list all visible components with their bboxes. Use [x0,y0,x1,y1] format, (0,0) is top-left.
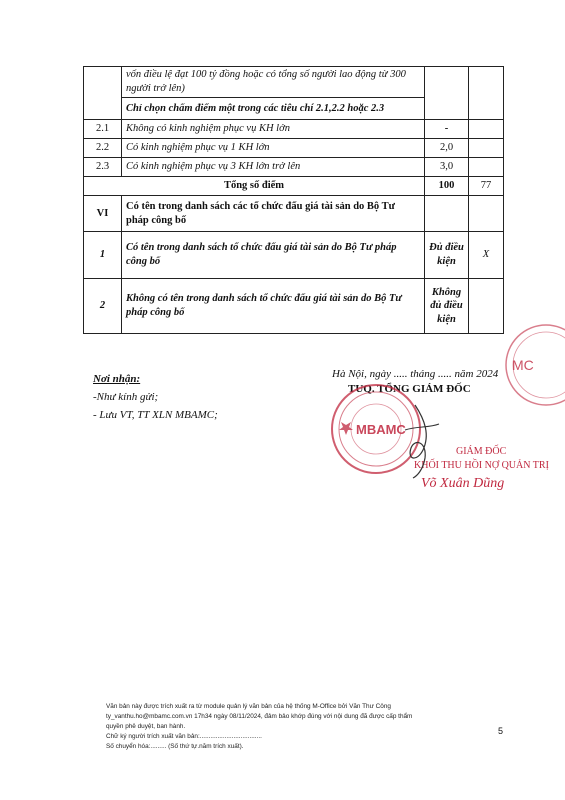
max-points [425,67,469,120]
recipients-title: Nơi nhận: [93,373,141,385]
eligibility-status: Đủ điều kiện [425,232,469,279]
sign-date: Hà Nội, ngày ..... tháng ..... năm 2024 [332,368,499,380]
recipients-block [93,370,218,424]
criteria-text: Có tên trong danh sách tổ chức đấu giá tài sản do Bộ Tư pháp công bố [122,232,425,279]
table-row [84,279,504,334]
row-number [84,67,122,120]
table-row [84,67,504,98]
signer-name: Võ Xuân Dũng [421,476,505,491]
row-number: 2 [84,279,122,334]
signer-department: KHỐI THU HỒI NỢ QUẢN TRỊ [414,460,549,471]
row-number: 2.1 [84,120,122,139]
max-points: - [425,120,469,139]
row-number: 2.3 [84,158,122,177]
partial-stamp-icon [498,320,565,410]
awarded-score [469,158,504,177]
total-score: 77 [469,177,504,196]
recipient-line: - Lưu VT, TT XLN MBAMC; [93,409,218,421]
max-points: 2,0 [425,139,469,158]
footer-note [106,702,506,752]
table-row [84,120,504,139]
handwritten-signature-icon [395,400,445,480]
awarded-score [469,67,504,120]
table-row [84,158,504,177]
criteria-text: vốn điều lệ đạt 100 tỷ đồng hoặc có tổng số người lao động từ 300 người trở lên) [122,67,425,98]
section-row [84,196,504,232]
criteria-text: Không có kinh nghiệm phục vụ KH lớn [122,120,425,139]
criteria-text: Có kinh nghiệm phục vụ 1 KH lớn [122,139,425,158]
seal-text: MBAMC [356,422,406,437]
criteria-text: Không có tên trong danh sách tổ chức đấu giá tài sản do Bộ Tư pháp công bố [122,279,425,334]
signer-authority: TUQ. TỔNG GIÁM ĐỐC [348,383,471,395]
total-max-points: 100 [425,177,469,196]
page-number: 5 [498,726,504,736]
total-label: Tổng số điểm [84,177,425,196]
section-title: Có tên trong danh sách các tổ chức đấu giá tài sản do Bộ Tư pháp công bố [122,196,425,232]
awarded-score [469,120,504,139]
max-points: 3,0 [425,158,469,177]
signer-position: GIÁM ĐỐC [456,446,507,457]
row-number: 2.2 [84,139,122,158]
row-number: 1 [84,232,122,279]
table-row [84,232,504,279]
criteria-text: Có kinh nghiệm phục vụ 3 KH lớn trở lên [122,158,425,177]
eligibility-status: Không đủ điều kiện [425,279,469,334]
footer-line: Văn bản này được trích xuất ra từ module quản lý văn bản của hệ thống M-Office bởi Văn Thư Công [106,703,391,710]
footer-line: ty_vanthu.ho@mbamc.com.vn 17h34 ngày 08/11/2024, đảm bảo khớp đúng với nội dung đã được cấp thẩm [106,713,413,720]
recipient-line: -Như kính gửi; [93,391,159,403]
stamp-text: MC [512,357,534,373]
scoring-table [83,66,504,334]
footer-line: Số chuyển hóa:......... (Số thứ tự.năm trích xuất). [106,743,244,750]
total-row [84,177,504,196]
criteria-text: Chỉ chọn chấm điểm một trong các tiêu chí 2.1,2.2 hoặc 2.3 [122,98,425,120]
awarded-mark: X [469,232,504,279]
table-row [84,139,504,158]
awarded-score [469,139,504,158]
footer-line: quyền phê duyệt, ban hành. [106,723,186,730]
footer-line: Chữ ký người trích xuất văn bản:................................... [106,733,262,740]
section-number: VI [84,196,122,232]
